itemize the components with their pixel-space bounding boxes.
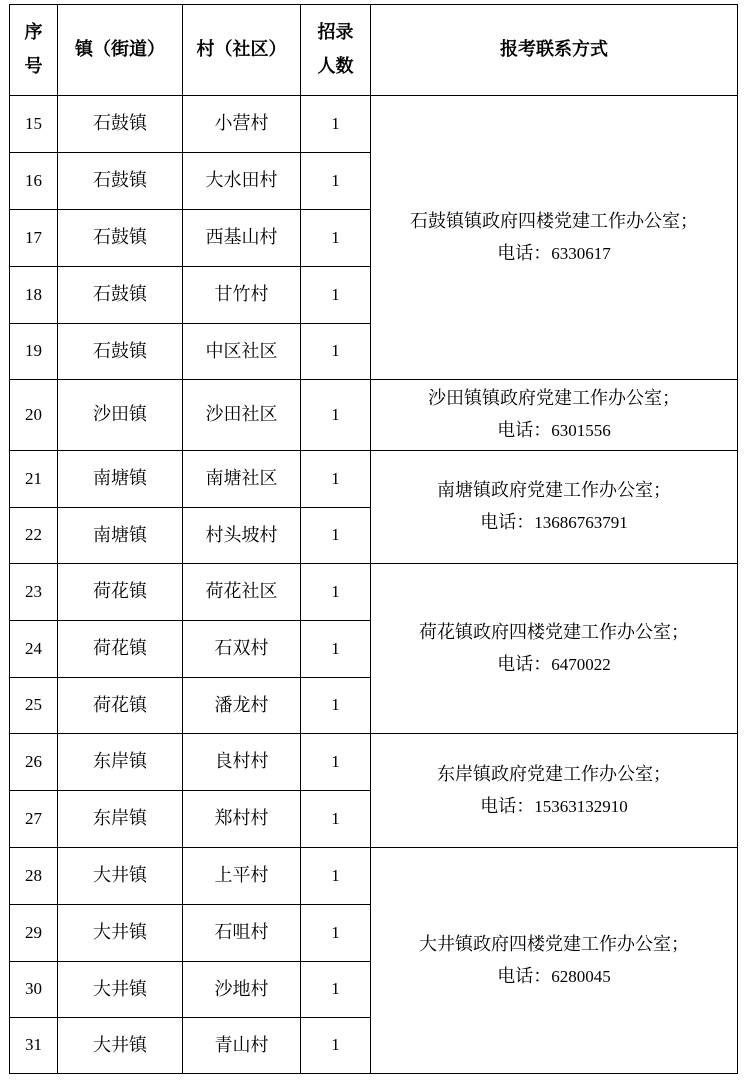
row-town: 石鼓镇 (58, 324, 183, 380)
row-town: 荷花镇 (58, 621, 183, 678)
header-count-line1: 招录 (317, 22, 354, 43)
row-village: 石双村 (183, 621, 301, 678)
row-village: 西基山村 (183, 210, 301, 267)
row-town: 荷花镇 (58, 678, 183, 734)
row-count: 1 (301, 508, 371, 564)
row-village: 村头坡村 (183, 508, 301, 564)
contact-hehua (371, 564, 738, 734)
row-count: 1 (301, 734, 371, 791)
contact-office: 荷花镇政府四楼党建工作办公室； (419, 621, 689, 643)
phone-label: 电话： (497, 965, 552, 987)
table-row (10, 451, 738, 508)
contact-dajing (371, 848, 738, 1074)
row-seq: 22 (10, 508, 58, 564)
recruitment-table (9, 4, 738, 1074)
row-seq: 30 (10, 962, 58, 1018)
row-town: 石鼓镇 (58, 267, 183, 324)
phone-number: 6470022 (551, 654, 611, 674)
row-count: 1 (301, 451, 371, 508)
phone-number: 6301556 (551, 421, 611, 440)
row-village: 荷花社区 (183, 564, 301, 621)
row-seq: 18 (10, 267, 58, 324)
row-seq: 28 (10, 848, 58, 905)
contact-office: 石鼓镇镇政府四楼党建工作办公室； (410, 210, 698, 232)
row-village: 大水田村 (183, 153, 301, 210)
contact-office: 沙田镇镇政府党建工作办公室； (428, 388, 680, 409)
header-village: 村（社区） (183, 5, 301, 96)
row-count: 1 (301, 621, 371, 678)
row-village: 石咀村 (183, 905, 301, 962)
row-town: 南塘镇 (58, 508, 183, 564)
header-contact: 报考联系方式 (371, 5, 738, 96)
row-town: 石鼓镇 (58, 210, 183, 267)
contact-phone-line (371, 961, 737, 993)
row-count: 1 (301, 153, 371, 210)
row-seq: 31 (10, 1018, 58, 1074)
row-count: 1 (301, 848, 371, 905)
row-count: 1 (301, 267, 371, 324)
row-town: 大井镇 (58, 1018, 183, 1074)
table-row (10, 564, 738, 621)
row-town: 大井镇 (58, 848, 183, 905)
row-town: 大井镇 (58, 905, 183, 962)
row-seq: 19 (10, 324, 58, 380)
row-village: 沙地村 (183, 962, 301, 1018)
phone-label: 电话： (497, 242, 552, 264)
row-count: 1 (301, 210, 371, 267)
contact-phone-line (371, 238, 737, 270)
row-village: 中区社区 (183, 324, 301, 380)
row-town: 东岸镇 (58, 791, 183, 848)
row-village: 沙田社区 (183, 380, 301, 451)
row-seq: 16 (10, 153, 58, 210)
phone-number: 6280045 (551, 966, 611, 986)
row-seq: 25 (10, 678, 58, 734)
phone-number: 6330617 (551, 243, 611, 263)
row-town: 荷花镇 (58, 564, 183, 621)
row-town: 南塘镇 (58, 451, 183, 508)
contact-nantang (371, 451, 738, 564)
row-seq: 29 (10, 905, 58, 962)
row-town: 石鼓镇 (58, 96, 183, 153)
row-count: 1 (301, 962, 371, 1018)
row-town: 东岸镇 (58, 734, 183, 791)
contact-shatian (371, 380, 738, 451)
header-seq-line2: 号 (24, 56, 43, 77)
row-town: 石鼓镇 (58, 153, 183, 210)
header-count (301, 5, 371, 96)
contact-phone-line (371, 507, 737, 539)
header-count-line2: 人数 (317, 56, 354, 77)
contact-office: 南塘镇政府党建工作办公室； (437, 480, 671, 501)
row-count: 1 (301, 905, 371, 962)
contact-dongan (371, 734, 738, 848)
row-count: 1 (301, 324, 371, 380)
row-count: 1 (301, 564, 371, 621)
header-town: 镇（街道） (58, 5, 183, 96)
table-row (10, 734, 738, 791)
row-seq: 24 (10, 621, 58, 678)
contact-phone-line (371, 649, 737, 681)
row-count: 1 (301, 791, 371, 848)
phone-label: 电话： (480, 512, 535, 533)
row-seq: 17 (10, 210, 58, 267)
row-count: 1 (301, 96, 371, 153)
row-seq: 21 (10, 451, 58, 508)
table-row (10, 380, 738, 451)
row-count: 1 (301, 1018, 371, 1074)
row-count: 1 (301, 678, 371, 734)
row-count: 1 (301, 380, 371, 451)
row-village: 南塘社区 (183, 451, 301, 508)
table-header-row (10, 5, 738, 96)
phone-label: 电话： (497, 653, 552, 675)
row-seq: 15 (10, 96, 58, 153)
row-village: 小营村 (183, 96, 301, 153)
row-town: 大井镇 (58, 962, 183, 1018)
header-seq (10, 5, 58, 96)
phone-number: 15363132910 (534, 796, 628, 816)
phone-label: 电话： (497, 420, 552, 441)
header-seq-line1: 序 (24, 22, 43, 43)
row-seq: 20 (10, 380, 58, 451)
phone-label: 电话： (480, 795, 535, 817)
row-village: 潘龙村 (183, 678, 301, 734)
row-village: 郑村村 (183, 791, 301, 848)
row-village: 上平村 (183, 848, 301, 905)
contact-phone-line (371, 791, 737, 823)
phone-number: 13686763791 (534, 513, 628, 532)
row-village: 甘竹村 (183, 267, 301, 324)
table-row (10, 848, 738, 905)
row-seq: 27 (10, 791, 58, 848)
row-seq: 23 (10, 564, 58, 621)
contact-shigu (371, 96, 738, 380)
contact-office: 东岸镇政府党建工作办公室； (437, 763, 671, 785)
row-seq: 26 (10, 734, 58, 791)
table-row (10, 96, 738, 153)
row-town: 沙田镇 (58, 380, 183, 451)
contact-office: 大井镇政府四楼党建工作办公室； (419, 933, 689, 955)
contact-phone-line (371, 415, 737, 447)
row-village: 青山村 (183, 1018, 301, 1074)
row-village: 良村村 (183, 734, 301, 791)
